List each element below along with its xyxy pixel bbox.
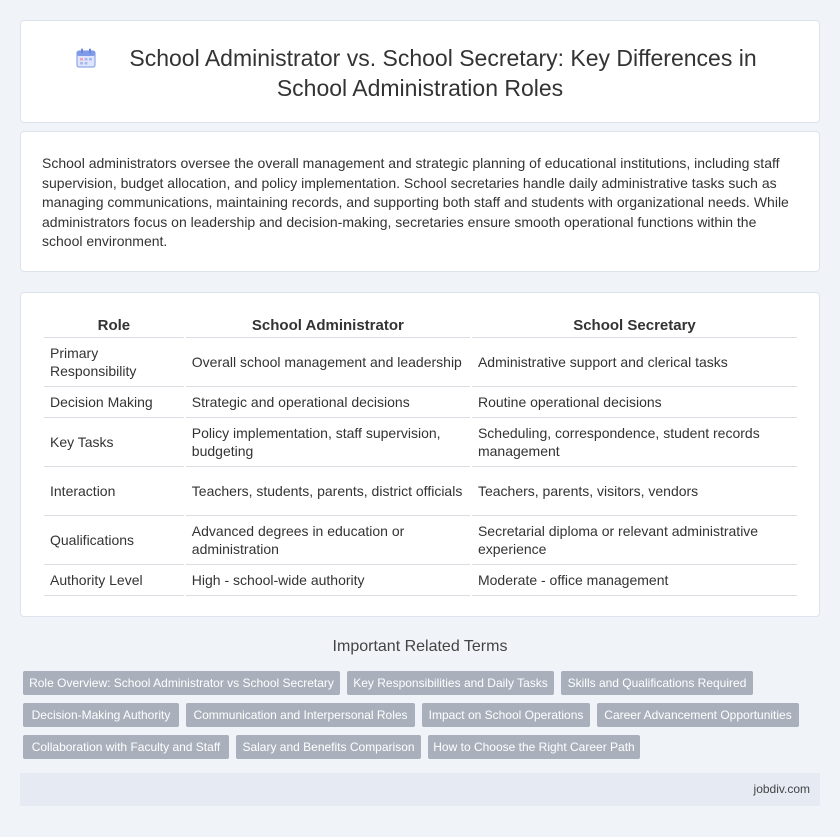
- title-line-2: School Administration Roles: [276, 75, 564, 101]
- table-row: [44, 565, 797, 596]
- administrator-cell: Overall school management and leadership: [186, 338, 470, 387]
- row-label: Key Tasks: [44, 418, 184, 467]
- table-header-row: [44, 315, 797, 338]
- administrator-cell: Policy implementation, staff supervision, budgeting: [186, 418, 470, 467]
- related-tag[interactable]: Salary and Benefits Comparison: [236, 735, 421, 759]
- row-label: Interaction: [44, 467, 184, 516]
- related-tag[interactable]: Decision-Making Authority: [23, 703, 179, 727]
- administrator-cell: High - school-wide authority: [186, 565, 470, 596]
- row-label: Qualifications: [44, 516, 184, 565]
- related-tag[interactable]: Key Responsibilities and Daily Tasks: [347, 671, 554, 695]
- row-label: Decision Making: [44, 387, 184, 418]
- footer: [20, 773, 820, 806]
- intro-text: School administrators oversee the overall management and strategic planning of educational institutions, including staff supervision, budget allocation, and policy implementation. School secretaries handle daily administrative tasks such as managing communications, maintaining records, and supporting both staff and students with organizational needs. While administrators focus on leadership and decision-making, secretaries ensure smooth operational functions within the school environment.: [42, 155, 789, 249]
- related-terms-title: Important Related Terms: [332, 638, 508, 655]
- related-tag[interactable]: Impact on School Operations: [422, 703, 590, 727]
- row-label: Primary Responsibility: [44, 338, 184, 387]
- secretary-cell: Administrative support and clerical tasks: [472, 338, 797, 387]
- administrator-cell: Advanced degrees in education or administration: [186, 516, 470, 565]
- secretary-cell: Routine operational decisions: [472, 387, 797, 418]
- comparison-table: [42, 315, 799, 596]
- secretary-cell: Secretarial diploma or relevant administrative experience: [472, 516, 797, 565]
- intro-card: [20, 131, 820, 272]
- table-row: [44, 467, 797, 516]
- related-tag[interactable]: Collaboration with Faculty and Staff: [23, 735, 229, 759]
- footer-site[interactable]: jobdiv.com: [753, 782, 810, 796]
- related-tag[interactable]: Role Overview: School Administrator vs School Secretary: [23, 671, 340, 695]
- table-row: [44, 387, 797, 418]
- row-label: Authority Level: [44, 565, 184, 596]
- title-line-1: School Administrator vs. School Secretary: Key Differences in: [129, 45, 757, 71]
- title-card: [20, 20, 820, 123]
- secretary-cell: Teachers, parents, visitors, vendors: [472, 467, 797, 516]
- administrator-cell: Teachers, students, parents, district officials: [186, 467, 470, 516]
- table-row: [44, 516, 797, 565]
- administrator-cell: Strategic and operational decisions: [186, 387, 470, 418]
- table-row: [44, 418, 797, 467]
- page-title: [21, 43, 819, 103]
- related-tag[interactable]: Career Advancement Opportunities: [597, 703, 799, 727]
- related-tag[interactable]: Skills and Qualifications Required: [561, 671, 753, 695]
- header-administrator: School Administrator: [186, 315, 470, 338]
- related-tag[interactable]: How to Choose the Right Career Path: [428, 735, 640, 759]
- header-secretary: School Secretary: [472, 315, 797, 338]
- table-row: [44, 338, 797, 387]
- comparison-card: [20, 292, 820, 617]
- secretary-cell: Scheduling, correspondence, student records management: [472, 418, 797, 467]
- related-tag[interactable]: Communication and Interpersonal Roles: [186, 703, 415, 727]
- header-role: Role: [44, 315, 184, 338]
- secretary-cell: Moderate - office management: [472, 565, 797, 596]
